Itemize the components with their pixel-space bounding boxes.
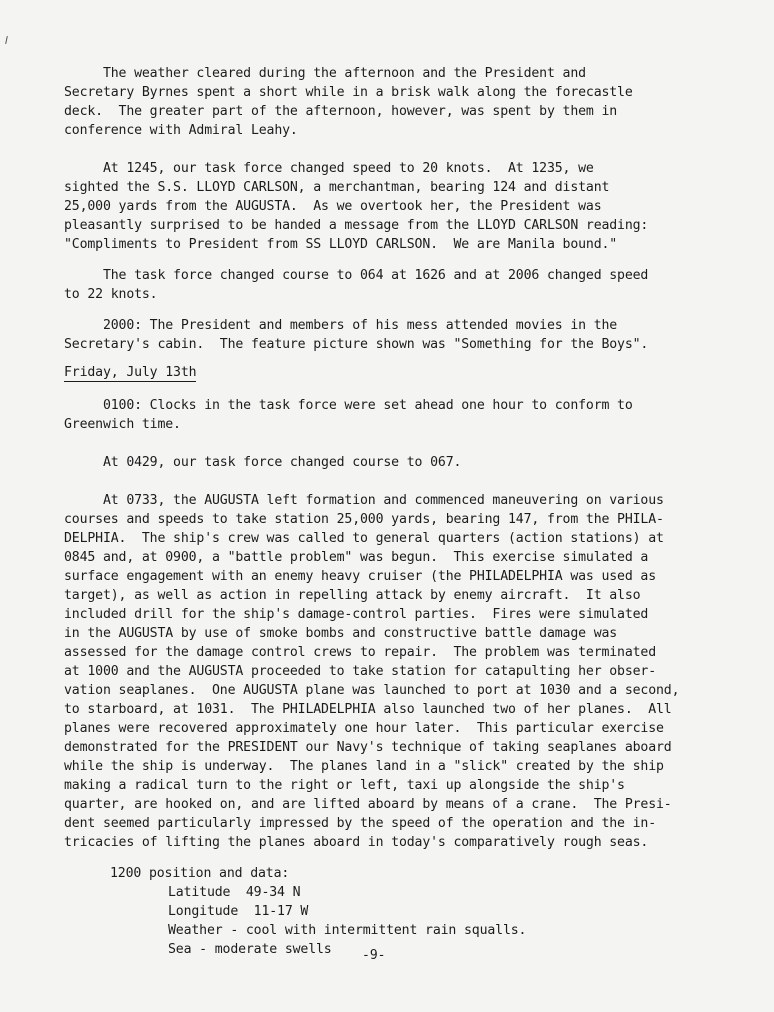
text-line: The weather cleared during the afternoon and the President and <box>64 66 586 81</box>
section-heading: Friday, July 13th <box>64 365 197 380</box>
paragraph-clocks <box>64 396 714 434</box>
text-line: At 0429, our task force changed course to 067. <box>64 455 462 470</box>
position-intro: 1200 position and data: <box>110 866 290 881</box>
document-body <box>64 64 714 959</box>
paragraph-lloyd-carlson <box>64 159 714 254</box>
text-line: while the ship is underway. The planes land in a "slick" created by the ship <box>64 759 664 774</box>
text-line: Secretary's cabin. The feature picture shown was "Something for the Boys". <box>64 337 649 352</box>
text-line: 2000: The President and members of his mess attended movies in the <box>64 318 618 333</box>
position-data-list <box>168 883 714 959</box>
text-line: 25,000 yards from the AUGUSTA. As we overtook her, the President was <box>64 199 602 214</box>
text-line: to 22 knots. <box>64 287 158 302</box>
text-line: 0845 and, at 0900, a "battle problem" was begun. This exercise simulated a <box>64 550 649 565</box>
longitude-line: Longitude 11-17 W <box>168 904 309 919</box>
text-line: making a radical turn to the right or left, taxi up alongside the ship's <box>64 778 625 793</box>
text-line: vation seaplanes. One AUGUSTA plane was launched to port at 1030 and a second, <box>64 683 680 698</box>
text-line: target), as well as action in repelling attack by enemy aircraft. It also <box>64 588 641 603</box>
paragraph-battle-problem <box>64 491 714 852</box>
text-line: conference with Admiral Leahy. <box>64 123 298 138</box>
position-data-block <box>110 864 714 959</box>
text-line: courses and speeds to take station 25,000 yards, bearing 147, from the PHILA- <box>64 512 664 527</box>
text-line: tricacies of lifting the planes aboard in today's comparatively rough seas. <box>64 835 649 850</box>
paragraph-course-change <box>64 266 714 304</box>
text-line: assessed for the damage control crews to repair. The problem was terminated <box>64 645 657 660</box>
text-line: "Compliments to President from SS LLOYD CARLSON. We are Manila bound." <box>64 237 618 252</box>
paragraph-course-067 <box>64 453 714 472</box>
text-line: demonstrated for the PRESIDENT our Navy's technique of taking seaplanes aboard <box>64 740 672 755</box>
page-number: -9- <box>362 948 386 963</box>
text-line: sighted the S.S. LLOYD CARLSON, a merchantman, bearing 124 and distant <box>64 180 610 195</box>
stray-mark <box>5 36 8 44</box>
text-line: pleasantly surprised to be handed a message from the LLOYD CARLSON reading: <box>64 218 649 233</box>
paragraph-weather <box>64 64 714 140</box>
paragraph-movies <box>64 316 714 354</box>
text-line: Greenwich time. <box>64 417 181 432</box>
text-line: included drill for the ship's damage-control parties. Fires were simulated <box>64 607 649 622</box>
sea-line: Sea - moderate swells <box>168 942 332 957</box>
weather-line: Weather - cool with intermittent rain squalls. <box>168 923 527 938</box>
text-line: dent seemed particularly impressed by the speed of the operation and the in- <box>64 816 657 831</box>
text-line: At 0733, the AUGUSTA left formation and commenced maneuvering on various <box>64 493 664 508</box>
text-line: planes were recovered approximately one hour later. This particular exercise <box>64 721 664 736</box>
text-line: quarter, are hooked on, and are lifted aboard by means of a crane. The Presi- <box>64 797 672 812</box>
text-line: surface engagement with an enemy heavy cruiser (the PHILADELPHIA was used as <box>64 569 657 584</box>
latitude-line: Latitude 49-34 N <box>168 885 301 900</box>
text-line: At 1245, our task force changed speed to 20 knots. At 1235, we <box>64 161 594 176</box>
text-line: The task force changed course to 064 at 1626 and at 2006 changed speed <box>64 268 649 283</box>
text-line: at 1000 and the AUGUSTA proceeded to take station for catapulting her obser- <box>64 664 657 679</box>
text-line: deck. The greater part of the afternoon, however, was spent by them in <box>64 104 618 119</box>
text-line: Secretary Byrnes spent a short while in a brisk walk along the forecastle <box>64 85 633 100</box>
text-line: 0100: Clocks in the task force were set ahead one hour to conform to <box>64 398 633 413</box>
text-line: DELPHIA. The ship's crew was called to general quarters (action stations) at <box>64 531 664 546</box>
text-line: to starboard, at 1031. The PHILADELPHIA also launched two of her planes. All <box>64 702 672 717</box>
text-line: in the AUGUSTA by use of smoke bombs and constructive battle damage was <box>64 626 618 641</box>
